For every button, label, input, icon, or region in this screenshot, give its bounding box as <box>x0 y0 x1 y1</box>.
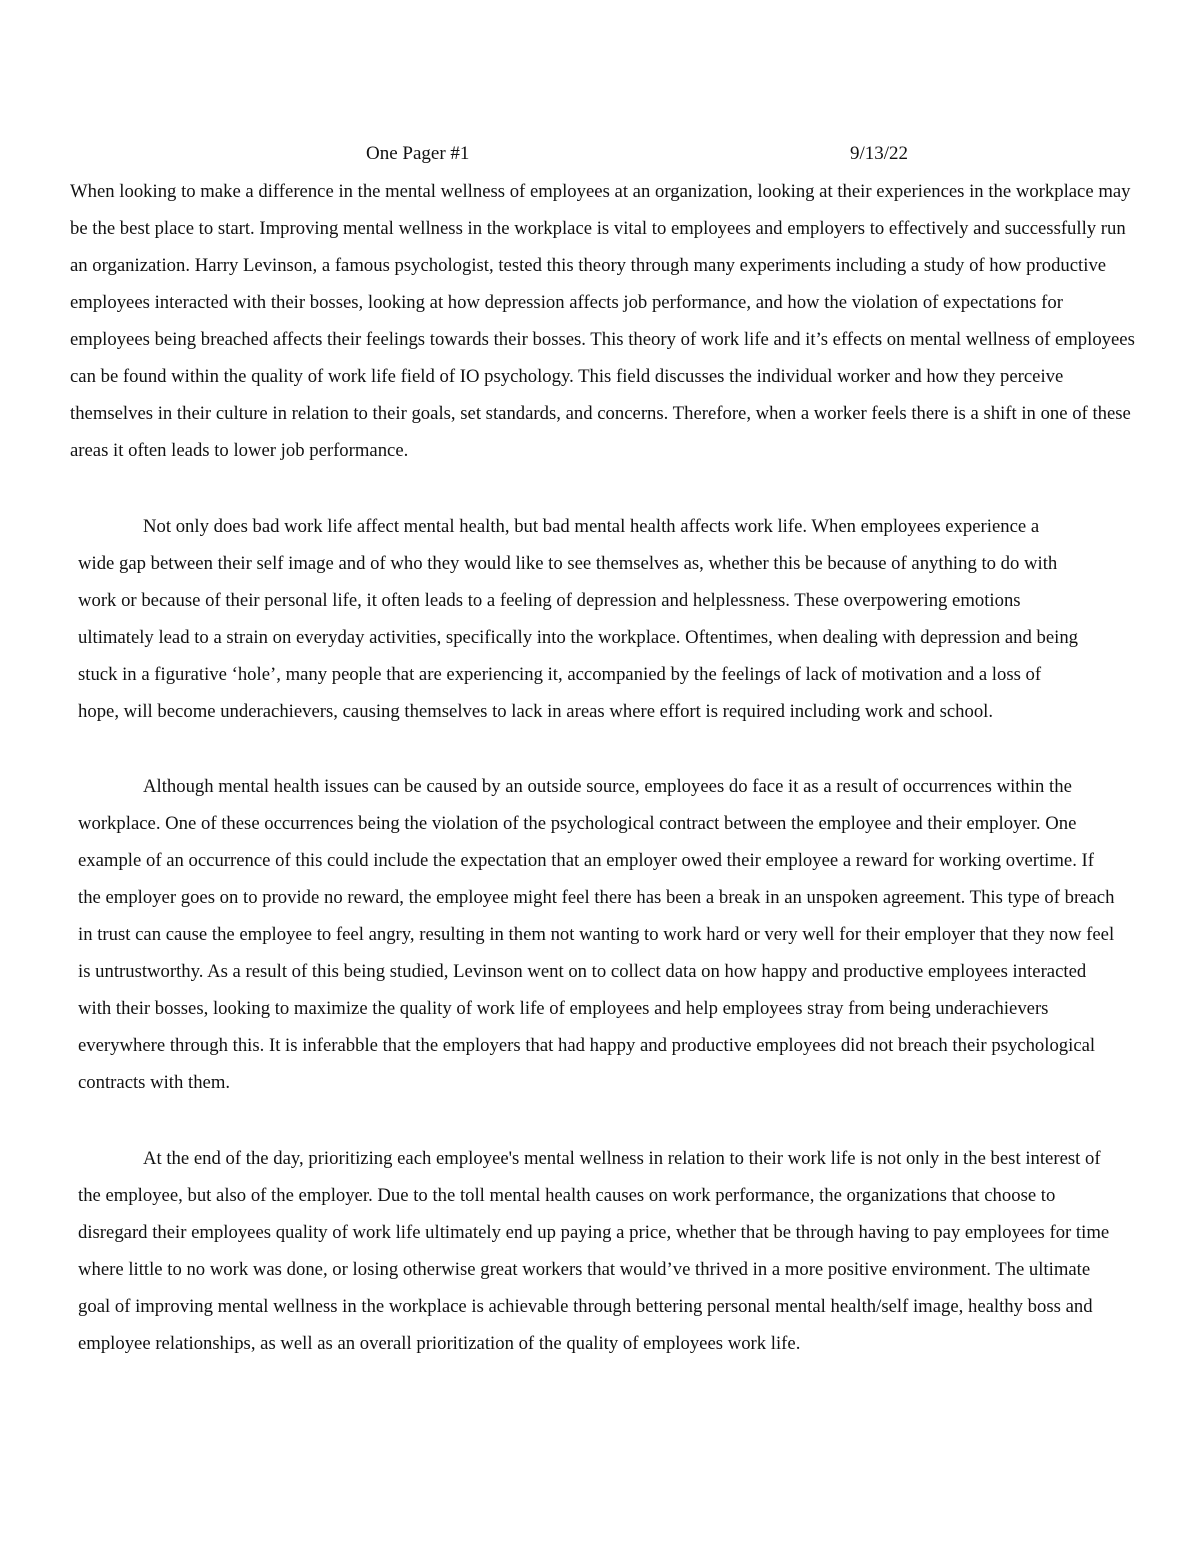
document-header <box>0 143 1200 173</box>
document-date: 9/13/22 <box>850 143 909 164</box>
paragraph-conclusion: At the end of the day, prioritizing each employee's mental wellness in relation to their work life is not only in the best interest of the employee, but also of the employer. Due to the toll mental health causes on work performance, the organizations that choose to disregard their employees quality of work life ultimately end up paying a price, whether that be through having to pay employees for time where little to no work was done, or losing otherwise great workers that would’ve thrived in a more positive environment. The ultimate goal of improving mental wellness in the workplace is achievable through bettering personal mental health/self image, healthy boss and employee relationships, as well as an overall prioritization of the quality of employees work life. <box>78 1148 1110 1354</box>
paragraph-psychological-contract: Although mental health issues can be caused by an outside source, employees do face it as a result of occurrences within the workplace. One of these occurrences being the violation of the psychological contract between the employee and their employer. One example of an occurrence of this could include the expectation that an employer owed their employee a reward for working overtime. If the employer goes on to provide no reward, the employee might feel there has been a break in an unspoken agreement. This type of breach in trust can cause the employee to feel angry, resulting in them not wanting to work hard or very well for their employer that they now feel is untrustworthy. As a result of this being studied, Levinson went on to collect data on how happy and productive employees interacted with their bosses, looking to maximize the quality of work life of employees and help employees stray from being underachievers everywhere through this. It is inferabble that the employers that had happy and productive employees did not breach their psychological contracts with them. <box>78 776 1115 1093</box>
paragraph-mental-health: Not only does bad work life affect mental health, but bad mental health affects work life. When employees experience a wide gap between their self image and of who they would like to see themselves as, whether this be because of anything to do with work or because of their personal life, it often leads to a feeling of depression and helplessness. These overpowering emotions ultimately lead to a strain on everyday activities, specifically into the workplace. Oftentimes, when dealing with depression and being stuck in a figurative ‘hole’, many people that are experiencing it, accompanied by the feelings of lack of motivation and a loss of hope, will become underachievers, causing themselves to lack in areas where effort is required including work and school. <box>78 516 1079 722</box>
document-title: One Pager #1 <box>366 143 470 164</box>
paragraph-intro: When looking to make a difference in the mental wellness of employees at an organization, looking at their experiences in the workplace may be the best place to start. Improving mental wellness in the workplace is vital to employees and employers to effectively and successfully run an organization. Harry Levinson, a famous psychologist, tested this theory through many experiments including a study of how productive employees interacted with their bosses, looking at how depression affects job performance, and how the violation of expectations for employees being breached affects their feelings towards their bosses. This theory of work life and it’s effects on mental wellness of employees can be found within the quality of work life field of IO psychology. This field discusses the individual worker and how they perceive themselves in their culture in relation to their goals, set standards, and concerns. Therefore, when a worker feels there is a shift in one of these areas it often leads to lower job performance. <box>70 181 1135 461</box>
